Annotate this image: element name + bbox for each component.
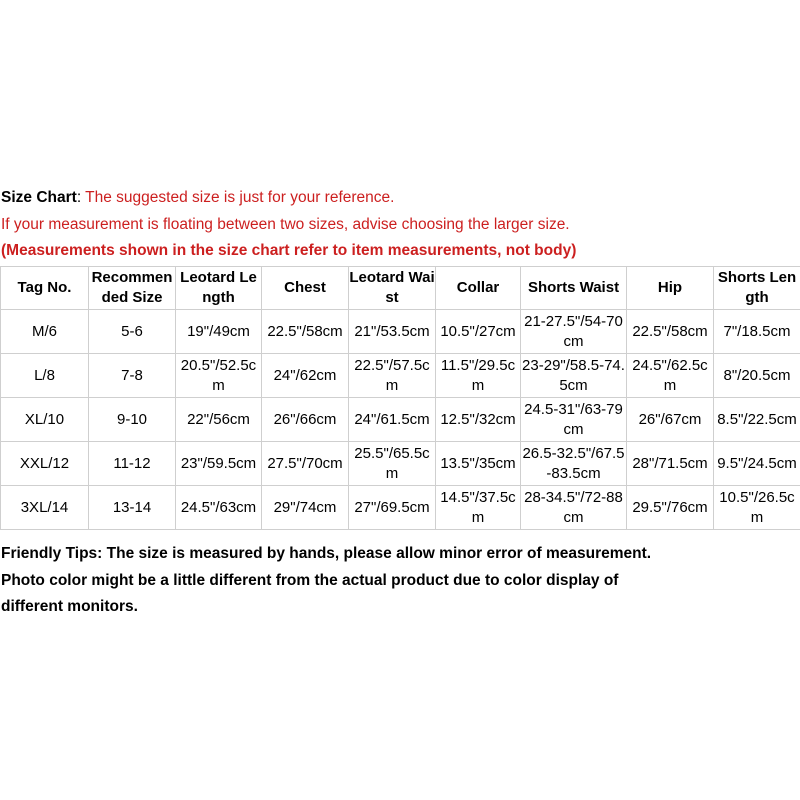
table-cell: 24.5-31"/63-79cm — [521, 398, 627, 442]
table-cell: 23"/59.5cm — [176, 442, 262, 486]
table-cell: 12.5"/32cm — [436, 398, 521, 442]
size-chart-table — [0, 266, 800, 530]
table-header-row — [1, 267, 800, 310]
friendly-tips — [1, 541, 799, 621]
tag-number-cell: XXL/12 — [1, 442, 89, 486]
column-header: Shorts Waist — [521, 267, 627, 310]
table-cell: 24"/61.5cm — [349, 398, 436, 442]
table-cell: 26"/67cm — [627, 398, 714, 442]
table-cell: 29.5"/76cm — [627, 486, 714, 530]
table-cell: 13.5"/35cm — [436, 442, 521, 486]
table-cell: 26.5-32.5"/67.5-83.5cm — [521, 442, 627, 486]
table-row — [1, 486, 800, 530]
table-cell: 13-14 — [89, 486, 176, 530]
table-cell: 27"/69.5cm — [349, 486, 436, 530]
tips-line-1: Friendly Tips: The size is measured by hands, please allow minor error of measurement. — [1, 545, 652, 562]
floating-size-advice: If your measurement is floating between two sizes, advise choosing the larger size. — [1, 215, 570, 233]
table-cell: 27.5"/70cm — [262, 442, 349, 486]
table-cell: 23-29"/58.5-74.5cm — [521, 354, 627, 398]
table-cell: 14.5"/37.5cm — [436, 486, 521, 530]
table-cell: 28-34.5"/72-88cm — [521, 486, 627, 530]
tag-number-cell: L/8 — [1, 354, 89, 398]
size-chart-colon: : — [76, 189, 86, 206]
table-cell: 19"/49cm — [176, 310, 262, 354]
table-cell: 8"/20.5cm — [714, 354, 800, 398]
table-cell: 20.5"/52.5cm — [176, 354, 262, 398]
column-header: Leotard Waist — [349, 267, 436, 310]
column-header: Chest — [262, 267, 349, 310]
table-cell: 22.5"/57.5cm — [349, 354, 436, 398]
table-cell: 11.5"/29.5cm — [436, 354, 521, 398]
tag-number-cell: 3XL/14 — [1, 486, 89, 530]
tag-number-cell: M/6 — [1, 310, 89, 354]
tag-number-cell: XL/10 — [1, 398, 89, 442]
tips-line-2: Photo color might be a little different from the actual product due to color display of — [1, 571, 619, 589]
table-cell: 25.5"/65.5cm — [349, 442, 436, 486]
column-header: Shorts Length — [714, 267, 800, 310]
table-cell: 26"/66cm — [262, 398, 349, 442]
table-cell: 22.5"/58cm — [627, 310, 714, 354]
column-header: Hip — [627, 267, 714, 310]
table-cell: 24.5"/62.5cm — [627, 354, 714, 398]
tips-line-3: different monitors. — [1, 598, 138, 615]
column-header: Recommended Size — [89, 267, 176, 310]
table-row — [1, 398, 800, 442]
size-chart-intro — [1, 185, 799, 265]
column-header: Collar — [436, 267, 521, 310]
table-cell: 8.5"/22.5cm — [714, 398, 800, 442]
table-cell: 9.5"/24.5cm — [714, 442, 800, 486]
table-cell: 7-8 — [89, 354, 176, 398]
column-header: Leotard Length — [176, 267, 262, 310]
table-cell: 28"/71.5cm — [627, 442, 714, 486]
table-row — [1, 354, 800, 398]
table-cell: 22"/56cm — [176, 398, 262, 442]
table-cell: 24.5"/63cm — [176, 486, 262, 530]
column-header: Tag No. — [1, 267, 89, 310]
table-cell: 24"/62cm — [262, 354, 349, 398]
table-cell: 21-27.5"/54-70cm — [521, 310, 627, 354]
table-cell: 29"/74cm — [262, 486, 349, 530]
table-body — [1, 310, 800, 530]
item-measurement-note: (Measurements shown in the size chart refer to item measurements, not body) — [1, 242, 577, 259]
table-row — [1, 310, 800, 354]
table-cell: 9-10 — [89, 398, 176, 442]
size-chart-label: Size Chart — [1, 189, 77, 206]
table-row — [1, 442, 800, 486]
table-cell: 22.5"/58cm — [262, 310, 349, 354]
table-cell: 5-6 — [89, 310, 176, 354]
table-cell: 7"/18.5cm — [714, 310, 800, 354]
table-cell: 10.5"/27cm — [436, 310, 521, 354]
intro-line-1 — [1, 185, 799, 212]
table-cell: 21"/53.5cm — [349, 310, 436, 354]
suggested-size-note: The suggested size is just for your reference. — [85, 189, 395, 206]
table-cell: 11-12 — [89, 442, 176, 486]
table-cell: 10.5"/26.5cm — [714, 486, 800, 530]
